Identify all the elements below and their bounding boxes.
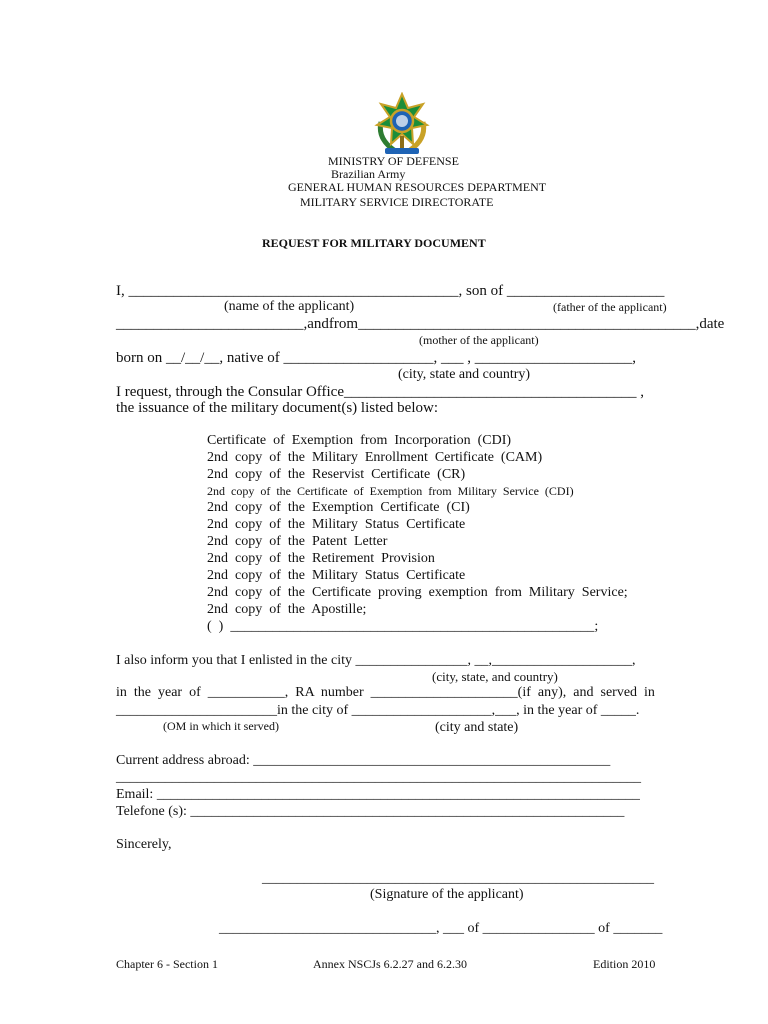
enlistment-city-line: I also inform you that I enlisted in the city ________________, __,____________________, [116, 653, 636, 668]
caption-mother: (mother of the applicant) [419, 333, 539, 347]
coat-of-arms-emblem [367, 92, 437, 158]
place-date-line: _______________________________, ___ of ________________ of _______ [219, 921, 663, 936]
address-line-continued: ___________________________________________________________________________ [116, 770, 641, 785]
caption-father: (father of the applicant) [553, 300, 667, 314]
footer-edition: Edition 2010 [593, 957, 656, 971]
phone-line: Telefone (s): ______________________________________________________________ [116, 804, 625, 819]
department-heading: GENERAL HUMAN RESOURCES DEPARTMENT [288, 180, 547, 194]
document-item: 2nd copy of the Certificate proving exemption from Military Service; [207, 585, 628, 600]
mother-line-part: _________________________, [116, 316, 308, 332]
mother-line-part: and [307, 316, 329, 332]
document-item: 2nd copy of the Patent Letter [207, 534, 388, 549]
request-consular-line: I request, through the Consular Office_______________________________________ , [116, 384, 644, 400]
mother-line-part: from [328, 316, 359, 332]
footer-annex: Annex NSCJs 6.2.27 and 6.2.30 [313, 957, 468, 971]
document-item: 2nd copy of the Military Status Certificate [207, 568, 466, 583]
closing-sincerely: Sincerely, [116, 837, 172, 852]
caption-birth-place: (city, state and country) [398, 367, 531, 382]
mother-line-part: _____________________________________________ [358, 316, 696, 332]
enlistment-year-line: in the year of ___________, RA number _____________________(if any), and served in [116, 685, 655, 700]
caption-city-state: (city and state) [435, 720, 519, 735]
document-title: REQUEST FOR MILITARY DOCUMENT [262, 236, 486, 250]
document-item: 2nd copy of the Certificate of Exemption from Military Service (CDI) [207, 484, 574, 498]
directorate-heading: MILITARY SERVICE DIRECTORATE [300, 195, 494, 209]
army-heading: Brazilian Army [331, 167, 406, 181]
ministry-heading: MINISTRY OF DEFENSE [328, 154, 459, 168]
document-item: Certificate of Exemption from Incorporation (CDI) [207, 433, 512, 448]
mother-line-part: , [695, 316, 700, 332]
document-item: 2nd copy of the Military Status Certificate [207, 517, 466, 532]
footer-chapter: Chapter 6 - Section 1 [116, 957, 218, 971]
enlistment-om-line: _______________________in the city of ____________________,___, in the year of _____. [116, 703, 640, 718]
caption-om: (OM in which it served) [163, 719, 279, 733]
email-line: Email: _____________________________________________________________________ [116, 787, 640, 802]
signature-caption: (Signature of the applicant) [370, 887, 524, 902]
birth-line: born on __/__/__, native of ____________________, ___ , _____________________, [116, 350, 636, 366]
caption-applicant-name: (name of the applicant) [224, 299, 355, 314]
document-item: 2nd copy of the Apostille; [207, 602, 367, 617]
caption-enlistment-place: (city, state, and country) [432, 669, 558, 684]
document-item: 2nd copy of the Reservist Certificate (CR) [207, 467, 466, 482]
document-item-other: ( ) ____________________________________________________; [207, 619, 599, 634]
signature-line: ________________________________________________________ [262, 871, 654, 886]
document-item: 2nd copy of the Military Enrollment Certificate (CAM) [207, 450, 543, 465]
request-intro-line: the issuance of the military document(s) listed below: [116, 400, 439, 416]
mother-line-part: date [699, 316, 725, 332]
applicant-name-line: I, ____________________________________________, son of _____________________ [116, 283, 665, 299]
address-line: Current address abroad: ___________________________________________________ [116, 753, 611, 768]
document-item: 2nd copy of the Retirement Provision [207, 551, 435, 566]
mother-line [116, 316, 725, 332]
document-item: 2nd copy of the Exemption Certificate (CI) [207, 500, 470, 515]
